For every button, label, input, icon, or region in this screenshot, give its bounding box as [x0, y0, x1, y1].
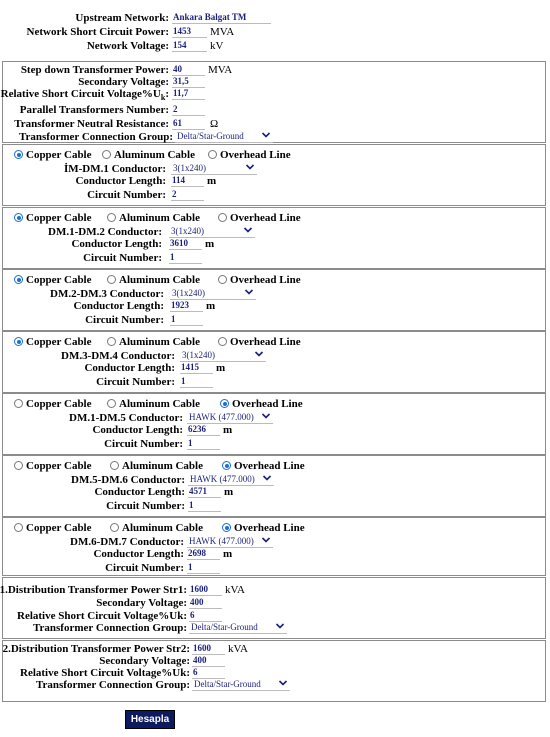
segment-5-radio-overhead-label: Overhead Line	[232, 398, 303, 410]
segment-1-radio-copper[interactable]	[14, 149, 92, 161]
dist2-power-input[interactable]	[192, 643, 225, 655]
segment-1-length-input[interactable]	[171, 175, 204, 187]
segment-6-conductor-value: HAWK (477.000)	[190, 474, 255, 484]
segment-6-conductor-label: DM.5-DM.6 Conductor:	[71, 474, 185, 486]
segment-6-length-unit: m	[224, 486, 234, 498]
segment-2-number-label: Circuit Number:	[83, 252, 162, 264]
segment-3-radio-copper-label: Copper Cable	[26, 274, 92, 286]
segment-1-radio-copper-label: Copper Cable	[26, 149, 92, 161]
segment-5-length-unit: m	[223, 424, 233, 436]
parallel-transformers-label: Parallel Transformers Number:	[19, 104, 169, 116]
segment-1-conductor-select[interactable]	[171, 163, 257, 175]
segment-6-radio-overhead[interactable]	[222, 460, 305, 472]
neutral-resistance-unit: Ω	[210, 118, 219, 130]
connection-group-value: Delta/Star-Ground	[177, 131, 244, 141]
dist2-secondary-label: Secondary Voltage:	[99, 655, 190, 667]
segment-1-number-input[interactable]	[171, 189, 204, 201]
segment-3-number-input[interactable]	[170, 314, 203, 326]
segment-6-length-label: Conductor Length:	[94, 486, 185, 498]
segment-7-length-label: Conductor Length:	[93, 548, 184, 560]
segment-6-radio-overhead-label: Overhead Line	[234, 460, 305, 472]
segment-2-radio-aluminum[interactable]	[107, 212, 200, 224]
segment-5-number-input[interactable]	[187, 438, 220, 450]
segment-4-radio-copper[interactable]	[14, 336, 92, 348]
segment-6-radio-copper[interactable]	[14, 460, 92, 472]
segment-1-length-unit: m	[207, 175, 217, 187]
short-circuit-power-input[interactable]	[172, 26, 207, 38]
segment-2-length-input[interactable]	[169, 238, 202, 250]
segment-7-radio-overhead-dot[interactable]	[222, 523, 231, 532]
segment-7-radio-copper-dot[interactable]	[14, 523, 23, 532]
segment-2-radio-aluminum-dot[interactable]	[107, 213, 116, 222]
segment-2-length-label: Conductor Length:	[71, 238, 162, 250]
segment-4-radio-copper-label: Copper Cable	[26, 336, 92, 348]
segment-2-length-unit: m	[205, 238, 215, 250]
segment-3-radio-copper-dot[interactable]	[14, 275, 23, 284]
short-circuit-power-label: Network Short Circuit Power:	[26, 26, 169, 38]
dist1-power-label: 1.Distribution Transformer Power Str1:	[0, 584, 187, 596]
dist2-group-label: Transformer Connection Group:	[36, 679, 190, 691]
chevron-down-icon	[275, 621, 285, 631]
connection-group-label: Transformer Connection Group:	[19, 131, 173, 143]
chevron-down-icon	[261, 130, 271, 140]
segment-6-number-label: Circuit Number:	[106, 500, 185, 512]
segment-7-radio-overhead[interactable]	[222, 522, 305, 534]
parallel-transformers-input[interactable]	[172, 104, 205, 116]
network-voltage-label: Network Voltage:	[86, 40, 169, 52]
relative-sc-voltage-input[interactable]	[172, 88, 205, 100]
segment-6-radio-copper-dot[interactable]	[14, 461, 23, 470]
segment-3-length-label: Conductor Length:	[73, 300, 164, 312]
segment-3-radio-overhead[interactable]	[218, 274, 301, 286]
dist1-rsc-input[interactable]	[189, 610, 222, 622]
segment-2-conductor-label: DM.1-DM.2 Conductor:	[48, 226, 162, 238]
dist1-rsc-label: Relative Short Circuit Voltage%Uk:	[17, 610, 187, 622]
dist2-secondary-input[interactable]	[192, 655, 225, 667]
chevron-down-icon	[254, 349, 264, 359]
dist2-power-label: 2.Distribution Transformer Power Str2:	[2, 643, 190, 655]
relative-sc-voltage-label-main: Relative Short Circuit Voltage%U	[0, 88, 161, 100]
segment-3-radio-copper[interactable]	[14, 274, 92, 286]
segment-4-radio-aluminum-label: Aluminum Cable	[119, 336, 200, 348]
segment-1-radio-aluminum[interactable]	[102, 149, 195, 161]
dist1-power-unit: kVA	[225, 584, 245, 596]
segment-4-radio-aluminum[interactable]	[107, 336, 200, 348]
segment-4-length-unit: m	[216, 362, 226, 374]
segment-5-radio-copper-dot[interactable]	[14, 399, 23, 408]
secondary-voltage-label: Secondary Voltage:	[78, 76, 169, 88]
segment-4-number-label: Circuit Number:	[96, 376, 175, 388]
segment-5-radio-overhead-dot[interactable]	[220, 399, 229, 408]
segment-1-radio-overhead-dot[interactable]	[208, 150, 217, 159]
segment-7-radio-aluminum-dot[interactable]	[110, 523, 119, 532]
transformer-power-label: Step down Transformer Power:	[20, 64, 169, 76]
segment-6-conductor-select[interactable]	[188, 474, 274, 486]
segment-3-conductor-select[interactable]	[170, 288, 256, 300]
segment-1-radio-aluminum-dot[interactable]	[102, 150, 111, 159]
segment-2-radio-overhead-label: Overhead Line	[230, 212, 301, 224]
segment-2-radio-overhead[interactable]	[218, 212, 301, 224]
segment-5-conductor-select[interactable]	[187, 412, 273, 424]
segment-6-radio-aluminum-dot[interactable]	[110, 461, 119, 470]
segment-6-length-input[interactable]	[188, 486, 221, 498]
segment-1-radio-aluminum-label: Aluminum Cable	[114, 149, 195, 161]
dist1-secondary-input[interactable]	[189, 597, 222, 609]
segment-2-radio-overhead-dot[interactable]	[218, 213, 227, 222]
network-voltage-input[interactable]	[172, 40, 207, 52]
chevron-down-icon	[243, 225, 253, 235]
dist2-group-select[interactable]	[192, 679, 290, 691]
dist2-rsc-input[interactable]	[192, 667, 225, 679]
upstream-network-input[interactable]	[172, 12, 271, 24]
segment-2-conductor-value: 3(1x240)	[171, 226, 204, 236]
chevron-down-icon	[262, 473, 272, 483]
segment-5-number-label: Circuit Number:	[104, 438, 183, 450]
dist1-group-value: Delta/Star-Ground	[191, 622, 258, 632]
chevron-down-icon	[278, 678, 288, 688]
network-voltage-unit: kV	[210, 40, 224, 52]
segment-3-radio-overhead-label: Overhead Line	[230, 274, 301, 286]
short-circuit-power-unit: MVA	[210, 26, 235, 38]
calculate-button[interactable]: Hesapla	[125, 710, 175, 729]
segment-7-conductor-label: DM.6-DM.7 Conductor:	[70, 536, 184, 548]
dist2-group-value: Delta/Star-Ground	[194, 679, 261, 689]
segment-3-radio-aluminum-dot[interactable]	[107, 275, 116, 284]
segment-4-radio-overhead-label: Overhead Line	[230, 336, 301, 348]
segment-2-number-input[interactable]	[169, 252, 202, 264]
segment-5-radio-aluminum[interactable]	[107, 398, 200, 410]
segment-7-conductor-value: HAWK (477.000)	[189, 536, 254, 546]
segment-4-number-input[interactable]	[180, 376, 213, 388]
dist1-secondary-label: Secondary Voltage:	[96, 597, 187, 609]
segment-2-radio-aluminum-label: Aluminum Cable	[119, 212, 200, 224]
dist1-group-select[interactable]	[189, 622, 287, 634]
segment-6-radio-aluminum-label: Aluminum Cable	[122, 460, 203, 472]
segment-3-radio-aluminum-label: Aluminum Cable	[119, 274, 200, 286]
segment-2-conductor-select[interactable]	[169, 226, 255, 238]
segment-4-conductor-value: 3(1x240)	[182, 350, 215, 360]
segment-5-length-input[interactable]	[187, 424, 220, 436]
segment-5-radio-copper-label: Copper Cable	[26, 398, 92, 410]
transformer-power-unit: MVA	[208, 64, 233, 76]
segment-6-radio-aluminum[interactable]	[110, 460, 203, 472]
segment-7-radio-overhead-label: Overhead Line	[234, 522, 305, 534]
segment-3-radio-aluminum[interactable]	[107, 274, 200, 286]
connection-group-select[interactable]	[175, 131, 273, 143]
segment-4-conductor-label: DM.3-DM.4 Conductor:	[61, 350, 175, 362]
dist2-power-unit: kVA	[228, 643, 248, 655]
segment-2-radio-copper[interactable]	[14, 212, 92, 224]
neutral-resistance-input[interactable]	[172, 118, 205, 130]
secondary-voltage-input[interactable]	[172, 76, 205, 88]
segment-1-radio-copper-dot[interactable]	[14, 150, 23, 159]
segment-3-radio-overhead-dot[interactable]	[218, 275, 227, 284]
segment-1-radio-overhead-label: Overhead Line	[220, 149, 291, 161]
segment-1-conductor-label: İM-DM.1 Conductor:	[63, 163, 166, 175]
neutral-resistance-label: Transformer Neutral Resistance:	[14, 118, 169, 130]
segment-7-length-input[interactable]	[187, 548, 220, 560]
segment-4-radio-aluminum-dot[interactable]	[107, 337, 116, 346]
segment-2-radio-copper-dot[interactable]	[14, 213, 23, 222]
segment-3-length-unit: m	[206, 300, 216, 312]
dist2-rsc-label: Relative Short Circuit Voltage%Uk:	[20, 667, 190, 679]
segment-4-length-input[interactable]	[180, 362, 213, 374]
segment-5-radio-overhead[interactable]	[220, 398, 303, 410]
relative-sc-voltage-label-sub: k	[160, 93, 166, 103]
chevron-down-icon	[245, 162, 255, 172]
segment-7-conductor-select[interactable]	[187, 536, 273, 548]
segment-7-number-label: Circuit Number:	[105, 562, 184, 574]
segment-5-length-label: Conductor Length:	[92, 424, 183, 436]
segment-4-conductor-select[interactable]	[180, 350, 266, 362]
segment-7-radio-copper[interactable]	[14, 522, 92, 534]
chevron-down-icon	[261, 411, 271, 421]
dist1-power-input[interactable]	[189, 584, 222, 596]
segment-4-radio-overhead[interactable]	[218, 336, 301, 348]
segment-5-radio-copper[interactable]	[14, 398, 92, 410]
relative-sc-voltage-label: Relative Short Circuit $Voltage\%U_k$:	[0, 88, 169, 103]
segment-1-radio-overhead[interactable]	[208, 149, 291, 161]
segment-7-radio-copper-label: Copper Cable	[26, 522, 92, 534]
segment-1-number-label: Circuit Number:	[87, 189, 166, 201]
segment-7-radio-aluminum[interactable]	[110, 522, 203, 534]
segment-7-number-input[interactable]	[187, 562, 220, 574]
chevron-down-icon	[261, 535, 271, 545]
segment-5-radio-aluminum-label: Aluminum Cable	[119, 398, 200, 410]
segment-1-conductor-value: 3(1x240)	[173, 163, 206, 173]
dist1-group-label: Transformer Connection Group:	[33, 622, 187, 634]
segment-1-length-label: Conductor Length:	[75, 175, 166, 187]
segment-3-conductor-value: 3(1x240)	[172, 288, 205, 298]
segment-6-radio-copper-label: Copper Cable	[26, 460, 92, 472]
segment-4-length-label: Conductor Length:	[84, 362, 175, 374]
segment-5-radio-aluminum-dot[interactable]	[107, 399, 116, 408]
segment-2-radio-copper-label: Copper Cable	[26, 212, 92, 224]
segment-7-radio-aluminum-label: Aluminum Cable	[122, 522, 203, 534]
segment-4-radio-copper-dot[interactable]	[14, 337, 23, 346]
segment-3-length-input[interactable]	[170, 300, 203, 312]
segment-4-radio-overhead-dot[interactable]	[218, 337, 227, 346]
segment-6-radio-overhead-dot[interactable]	[222, 461, 231, 470]
chevron-down-icon	[244, 287, 254, 297]
segment-5-conductor-label: DM.1-DM.5 Conductor:	[69, 412, 183, 424]
segment-7-length-unit: m	[223, 548, 233, 560]
upstream-network-label: Upstream Network:	[75, 12, 169, 24]
segment-6-number-input[interactable]	[188, 500, 221, 512]
segment-3-number-label: Circuit Number:	[85, 314, 164, 326]
segment-5-conductor-value: HAWK (477.000)	[189, 412, 254, 422]
segment-3-conductor-label: DM.2-DM.3 Conductor:	[50, 288, 164, 300]
transformer-power-input[interactable]	[172, 64, 205, 76]
